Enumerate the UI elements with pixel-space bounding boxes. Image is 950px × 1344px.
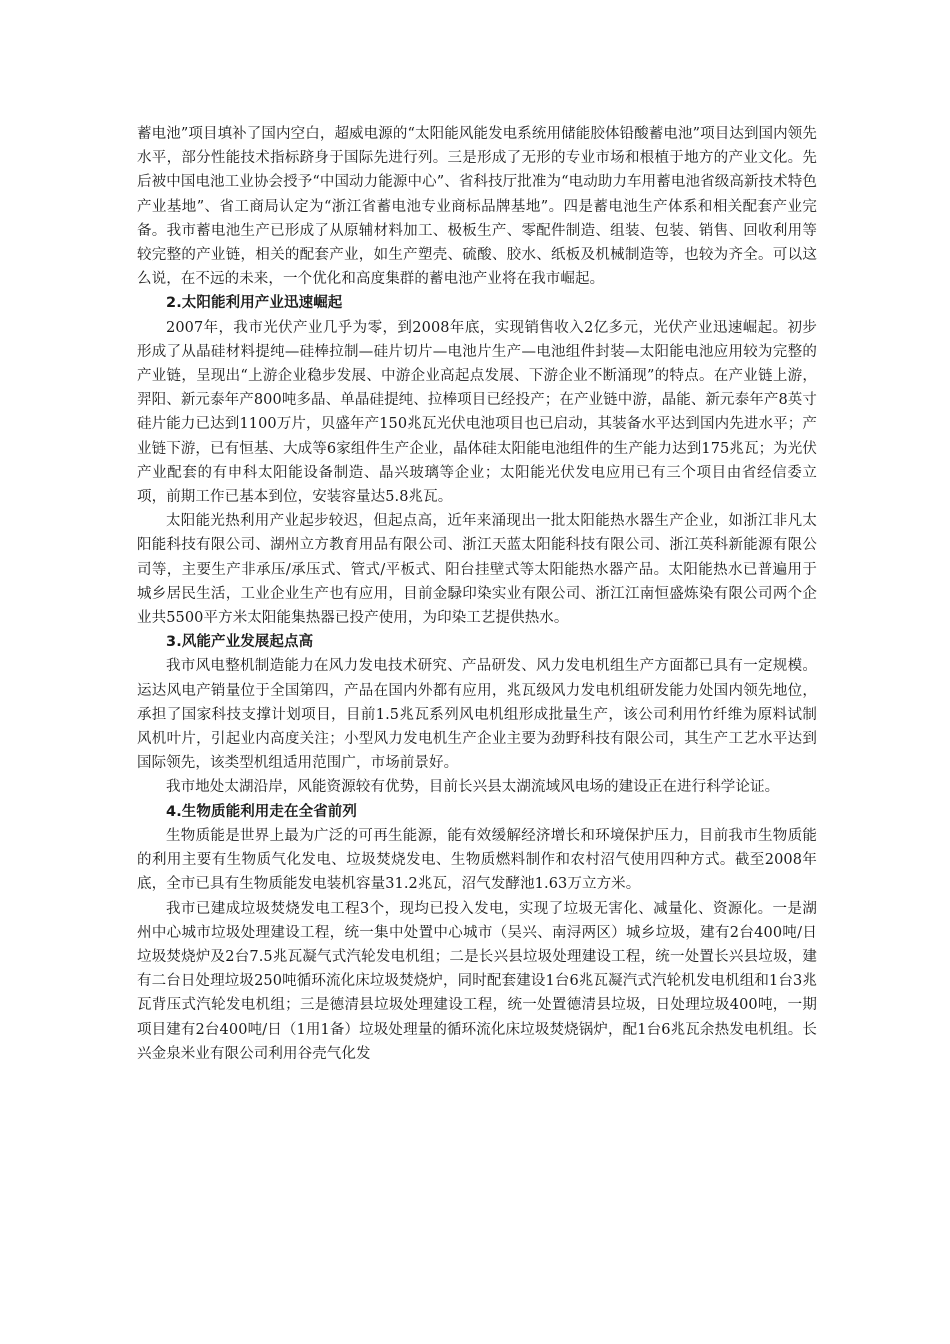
paragraph-waste-incineration: 我市已建成垃圾焚烧发电工程3个，现均已投入发电，实现了垃圾无害化、减量化、资源化。一是湖州中心城市垃圾处理建设工程，统一集中处置中心城市（吴兴、南浔两区）城乡垃圾，建有2台400吨/日垃圾焚烧炉及2台7.5兆瓦凝气式汽轮发电机组；二是长兴县垃圾处理建设工程，统一处置长兴县垃圾，建有二台日处理垃圾250吨循环流化床垃圾焚烧炉，同时配套建设1台6兆瓦凝汽式汽轮机发电机组和1台3兆瓦背压式汽轮发电机组；三是德清县垃圾处理建设工程，统一处置德清县垃圾，日处理垃圾400吨，一期项目建有2台400吨/日（1用1备）垃圾处理量的循环流化床垃圾焚烧锅炉，配1台6兆瓦余热发电机组。长兴金泉米业有限公司利用谷壳气化发 [137,900,817,1062]
paragraph-biomass-overview: 生物质能是世界上最为广泛的可再生能源，能有效缓解经济增长和环境保护压力，目前我市生物质能的利用主要有生物质气化发电、垃圾焚烧发电、生物质燃料制作和农村沼气使用四种方式。截至2008年底，全市已具有生物质能发电装机容量31.2兆瓦，沼气发酵池1.63万立方米。 [137,827,817,893]
heading-solar-industry: 2.太阳能利用产业迅速崛起 [166,295,343,312]
heading-wind-industry: 3.风能产业发展起点高 [166,634,314,651]
document-body [137,122,817,1066]
paragraph-solar-thermal: 太阳能光热利用产业起步较迟，但起点高，近年来涌现出一批太阳能热水器生产企业，如浙江非凡太阳能科技有限公司、湖州立方教育用品有限公司、浙江天蓝太阳能科技有限公司、浙江英科新能源有限公司等，主要生产非承压/承压式、管式/平板式、阳台挂壁式等太阳能热水器产品。太阳能热水已普遍用于城乡居民生活，工业企业生产也有应用，目前金騄印染实业有限公司、浙江江南恒盛炼染有限公司两个企业共5500平方米太阳能集热器已投产使用，为印染工艺提供热水。 [137,513,817,627]
paragraph-battery-industry: 蓄电池”项目填补了国内空白，超威电源的“太阳能风能发电系统用储能胶体铅酸蓄电池”项目达到国内领先水平，部分性能技术指标跻身于国际先进行列。三是形成了无形的专业市场和根植于地方的产业文化。先后被中国电池工业协会授予“中国动力能源中心”、省科技厅批准为“电动助力车用蓄电池省级高新技术特色产业基地”、省工商局认定为“浙江省蓄电池专业商标品牌基地”。四是蓄电池生产体系和相关配套产业完备。我市蓄电池生产已形成了从原辅材料加工、极板生产、零配件制造、组装、包装、销售、回收利用等较完整的产业链，相关的配套产业，如生产塑壳、硫酸、胶水、纸板及机械制造等，也较为齐全。可以这么说，在不远的未来，一个优化和高度集群的蓄电池产业将在我市崛起。 [137,126,817,288]
paragraph-wind-resources: 我市地处太湖沿岸，风能资源较有优势，目前长兴县太湖流域风电场的建设正在进行科学论证。 [166,779,780,796]
paragraph-photovoltaic: 2007年，我市光伏产业几乎为零，到2008年底，实现销售收入2亿多元，光伏产业迅速崛起。初步形成了从晶硅材料提纯—硅棒拉制—硅片切片—电池片生产—电池组件封装—太阳能电池应用较为完整的产业链，呈现出“上游企业稳步发展、中游企业高起点发展、下游企业不断涌现”的特点。在产业链上游，羿阳、新元泰年产800吨多晶、单晶硅提纯、拉棒项目已经投产；在产业链中游，晶能、新元泰年产8英寸硅片能力已达到1100万片，贝盛年产150兆瓦光伏电池项目也已启动，其装备水平达到国内先进水平；产业链下游，已有恒基、大成等6家组件生产企业，晶体硅太阳能电池组件的生产能力达到175兆瓦；为光伏产业配套的有申科太阳能设备制造、晶兴玻璃等企业；太阳能光伏发电应用已有三个项目由省经信委立项，前期工作已基本到位，安装容量达5.8兆瓦。 [137,319,817,506]
heading-biomass: 4.生物质能利用走在全省前列 [166,803,357,820]
paragraph-wind-manufacturing: 我市风电整机制造能力在风力发电技术研究、产品研发、风力发电机组生产方面都已具有一定规模。运达风电产销量位于全国第四，产品在国内外都有应用，兆瓦级风力发电机组研发能力处国内领先地位，承担了国家科技支撑计划项目，目前1.5兆瓦系列风电机组形成批量生产，该公司利用竹纤维为原料试制风机叶片，引起业内高度关注；小型风力发电机生产企业主要为劲野科技有限公司，其生产工艺水平达到国际领先，该类型机组适用范围广，市场前景好。 [137,658,817,772]
